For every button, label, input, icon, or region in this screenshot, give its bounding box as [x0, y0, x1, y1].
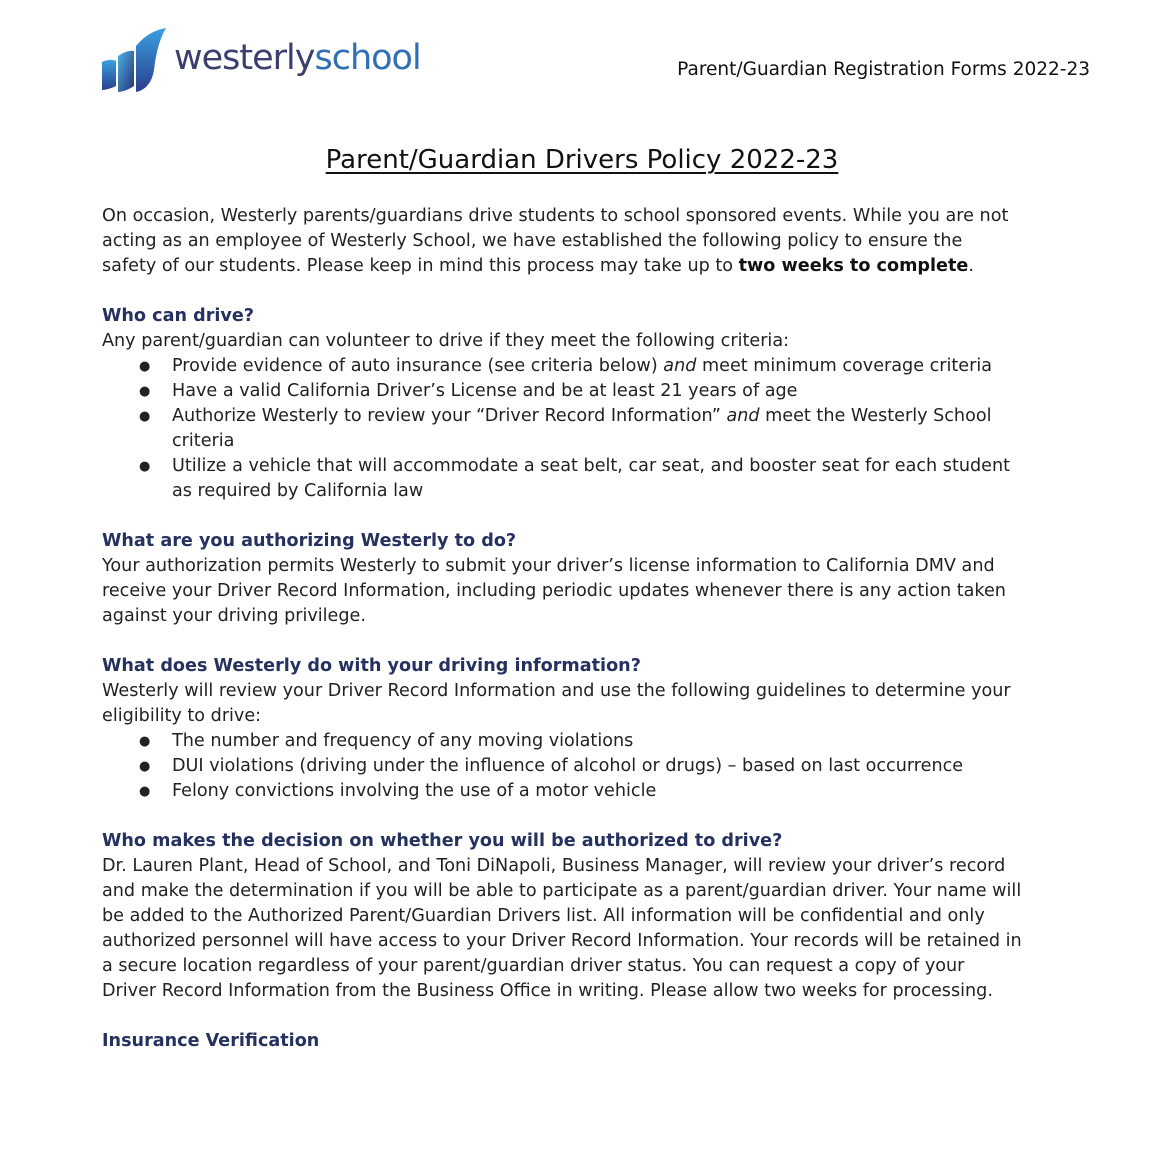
spacer — [102, 279, 1022, 304]
section-lead-who-can-drive: Any parent/guardian can volunteer to drive if they meet the following criteria: — [102, 331, 790, 351]
section-heading-who-can-drive: Who can drive? — [102, 306, 255, 326]
list-item-text: Utilize a vehicle that will accommodate a seat belt, car seat, and booster seat for each student as required by California law — [172, 456, 1011, 501]
list-item-italic: and — [663, 356, 697, 376]
list-item — [139, 754, 1022, 779]
intro-end: . — [968, 256, 974, 276]
section-heading-decision: Who makes the decision on whether you will be authorized to drive? — [102, 831, 783, 851]
bullet-icon: ● — [139, 384, 151, 399]
list-item-text: Provide evidence of auto insurance (see criteria below) — [172, 356, 664, 376]
list-item-text: DUI violations (driving under the influence of alcohol or drugs) – based on last occurrence — [172, 756, 964, 776]
intro-paragraph — [102, 204, 1022, 279]
guidelines-list — [102, 729, 1022, 804]
list-item — [139, 354, 1022, 379]
section-body-authorizing: Your authorization permits Westerly to submit your driver’s license information to California DMV and receive your Driver Record Information, including periodic updates whenever there is any action taken against your driving privilege. — [102, 556, 1006, 626]
intro-bold-text: two weeks to complete — [738, 256, 969, 276]
list-item — [139, 779, 1022, 804]
list-item-text: Felony convictions involving the use of a motor vehicle — [172, 781, 657, 801]
section-lead-driving-information: Westerly will review your Driver Record Information and use the following guidelines to determine your eligibility to drive: — [102, 681, 1011, 726]
list-item-text: Have a valid California Driver’s License and be at least 21 years of age — [172, 381, 798, 401]
westerly-w-logo-icon — [100, 26, 172, 96]
list-item — [139, 729, 1022, 754]
spacer — [102, 629, 1022, 654]
list-item-text-end: meet the Westerly School criteria — [172, 406, 992, 451]
list-item — [139, 404, 1022, 454]
bullet-icon: ● — [139, 759, 151, 774]
section-body-decision: Dr. Lauren Plant, Head of School, and Toni DiNapoli, Business Manager, will review your driver’s record and make the determination if you will be able to participate as a parent/guardian driver. Your name will be added to the Authorized Parent/Guardian Drivers list. All information will be confidential and only authorized personnel will have access to your Driver Record Information. Your records will be retained in a secure location regardless of your parent/guardian driver status. You can request a copy of your Driver Record Information from the Business Office in writing. Please allow two weeks for processing. — [102, 856, 1022, 1001]
westerly-school-logo — [100, 26, 445, 96]
list-item — [139, 379, 1022, 404]
list-item-text-end: meet minimum coverage criteria — [696, 356, 993, 376]
bullet-icon: ● — [139, 459, 151, 474]
spacer — [102, 1004, 1022, 1029]
list-item — [139, 454, 1022, 504]
document-body — [102, 204, 1022, 1054]
section-heading-insurance-verification: Insurance Verification — [102, 1031, 320, 1051]
logo-wordmark-westerly: westerly — [174, 37, 315, 78]
form-header-title: Parent/Guardian Registration Forms 2022-23 — [677, 59, 1090, 80]
bullet-icon: ● — [139, 784, 151, 799]
section-heading-authorizing: What are you authorizing Westerly to do? — [102, 531, 517, 551]
document-title: Parent/Guardian Drivers Policy 2022-23 — [325, 145, 839, 175]
criteria-list — [102, 354, 1022, 504]
bullet-icon: ● — [139, 409, 151, 424]
bullet-icon: ● — [139, 734, 151, 749]
intro-text: On occasion, Westerly parents/guardians drive students to school sponsored events. While you are not acting as an employee of Westerly School, we have established the following policy to ensure the safety of our students. Please keep in mind this process may take up to — [102, 206, 1009, 276]
section-heading-driving-information: What does Westerly do with your driving information? — [102, 656, 641, 676]
bullet-icon: ● — [139, 359, 151, 374]
logo-wordmark-school: school — [314, 37, 421, 78]
spacer — [102, 804, 1022, 829]
list-item-text: The number and frequency of any moving violations — [172, 731, 634, 751]
list-item-text: Authorize Westerly to review your “Driver Record Information” — [172, 406, 727, 426]
logo-wordmark — [174, 37, 421, 78]
spacer — [102, 504, 1022, 529]
list-item-italic: and — [726, 406, 760, 426]
